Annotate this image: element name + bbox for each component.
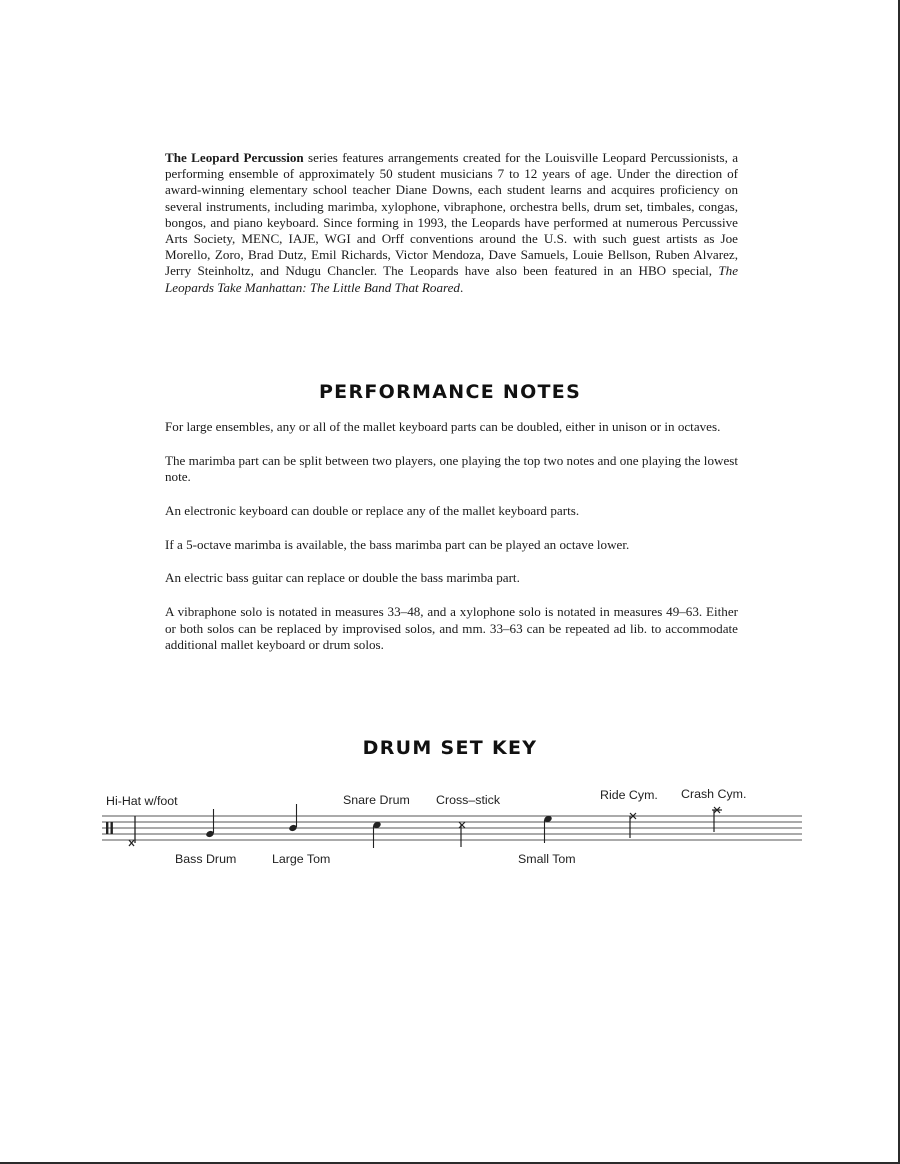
intro-body: series features arrangements created for the Louisville Leopard Percussionists, a performing ensemble of approximately 50 student musicians 7 to 12 years of age. Under the direction of award-winning elementary school teacher Diane Downs, each student learns and acquires proficiency on several instruments, including marimba, xylophone, vibraphone, orchestra bells, drum set, timbales, congas, bongos, and piano keyboard. Since forming in 1993, the Leopards have performed at numerous Percussive Arts Society, MENC, IAJE, WGI and Orff conventions around the U.S. with such guest artists as Joe Morello, Zoro, Brad Dutz, Emil Richards, Victor Mendoza, Dave Samuels, Louie Bellson, Ruben Alvarez, Jerry Steinholtz, and Ndugu Chancler. The Leopards have also been featured in an HBO special, (165, 150, 739, 279)
label-snare-drum: Snare Drum (343, 793, 410, 807)
note-paragraph: If a 5-octave marimba is available, the bass marimba part can be played an octave lower. (165, 536, 630, 552)
note-paragraph: For large ensembles, any or all of the mallet keyboard parts can be doubled, either in unison or in octaves. (165, 419, 721, 434)
large-tom-note-icon (288, 804, 297, 832)
performance-notes-heading: PERFORMANCE NOTES (318, 381, 582, 403)
drum-set-key-heading: DRUM SET KEY (362, 737, 538, 759)
label-large-tom: Large Tom (272, 852, 331, 866)
label-crash-cymbal: Crash Cym. (681, 787, 747, 801)
label-cross-stick: Cross–stick (436, 793, 501, 807)
label-hihat: Hi-Hat w/foot (106, 794, 178, 808)
label-ride-cymbal: Ride Cym. (600, 788, 658, 802)
note-paragraph: The marimba part can be split between two players, one playing the top two notes and one playing the lowest note. (165, 452, 738, 485)
hbo-special-title: The Leopards Take Manhattan: The Little Band That Roared (165, 263, 738, 295)
label-small-tom: Small Tom (518, 852, 576, 866)
bass-drum-note-icon (205, 809, 214, 838)
series-name: The Leopard Percussion (165, 150, 304, 165)
small-tom-note-icon (543, 815, 552, 843)
staff-lines (102, 816, 802, 840)
intro-end: . (459, 279, 464, 295)
hihat-foot-note-icon (129, 816, 135, 846)
label-bass-drum: Bass Drum (175, 852, 237, 866)
note-paragraph: An electronic keyboard can double or replace any of the mallet keyboard parts. (165, 502, 580, 518)
note-paragraph: An electric bass guitar can replace or double the bass marimba part. (165, 570, 520, 586)
note-paragraph: A vibraphone solo is notated in measures 33–48, and a xylophone solo is notated in measures 49–63. Either or both solos can be replaced by improvised solos, and mm. 33–63 can be repeated ad lib. to accommodate additional mallet keyboard or drum solos. (165, 603, 738, 653)
cross-stick-note-icon (459, 822, 465, 847)
